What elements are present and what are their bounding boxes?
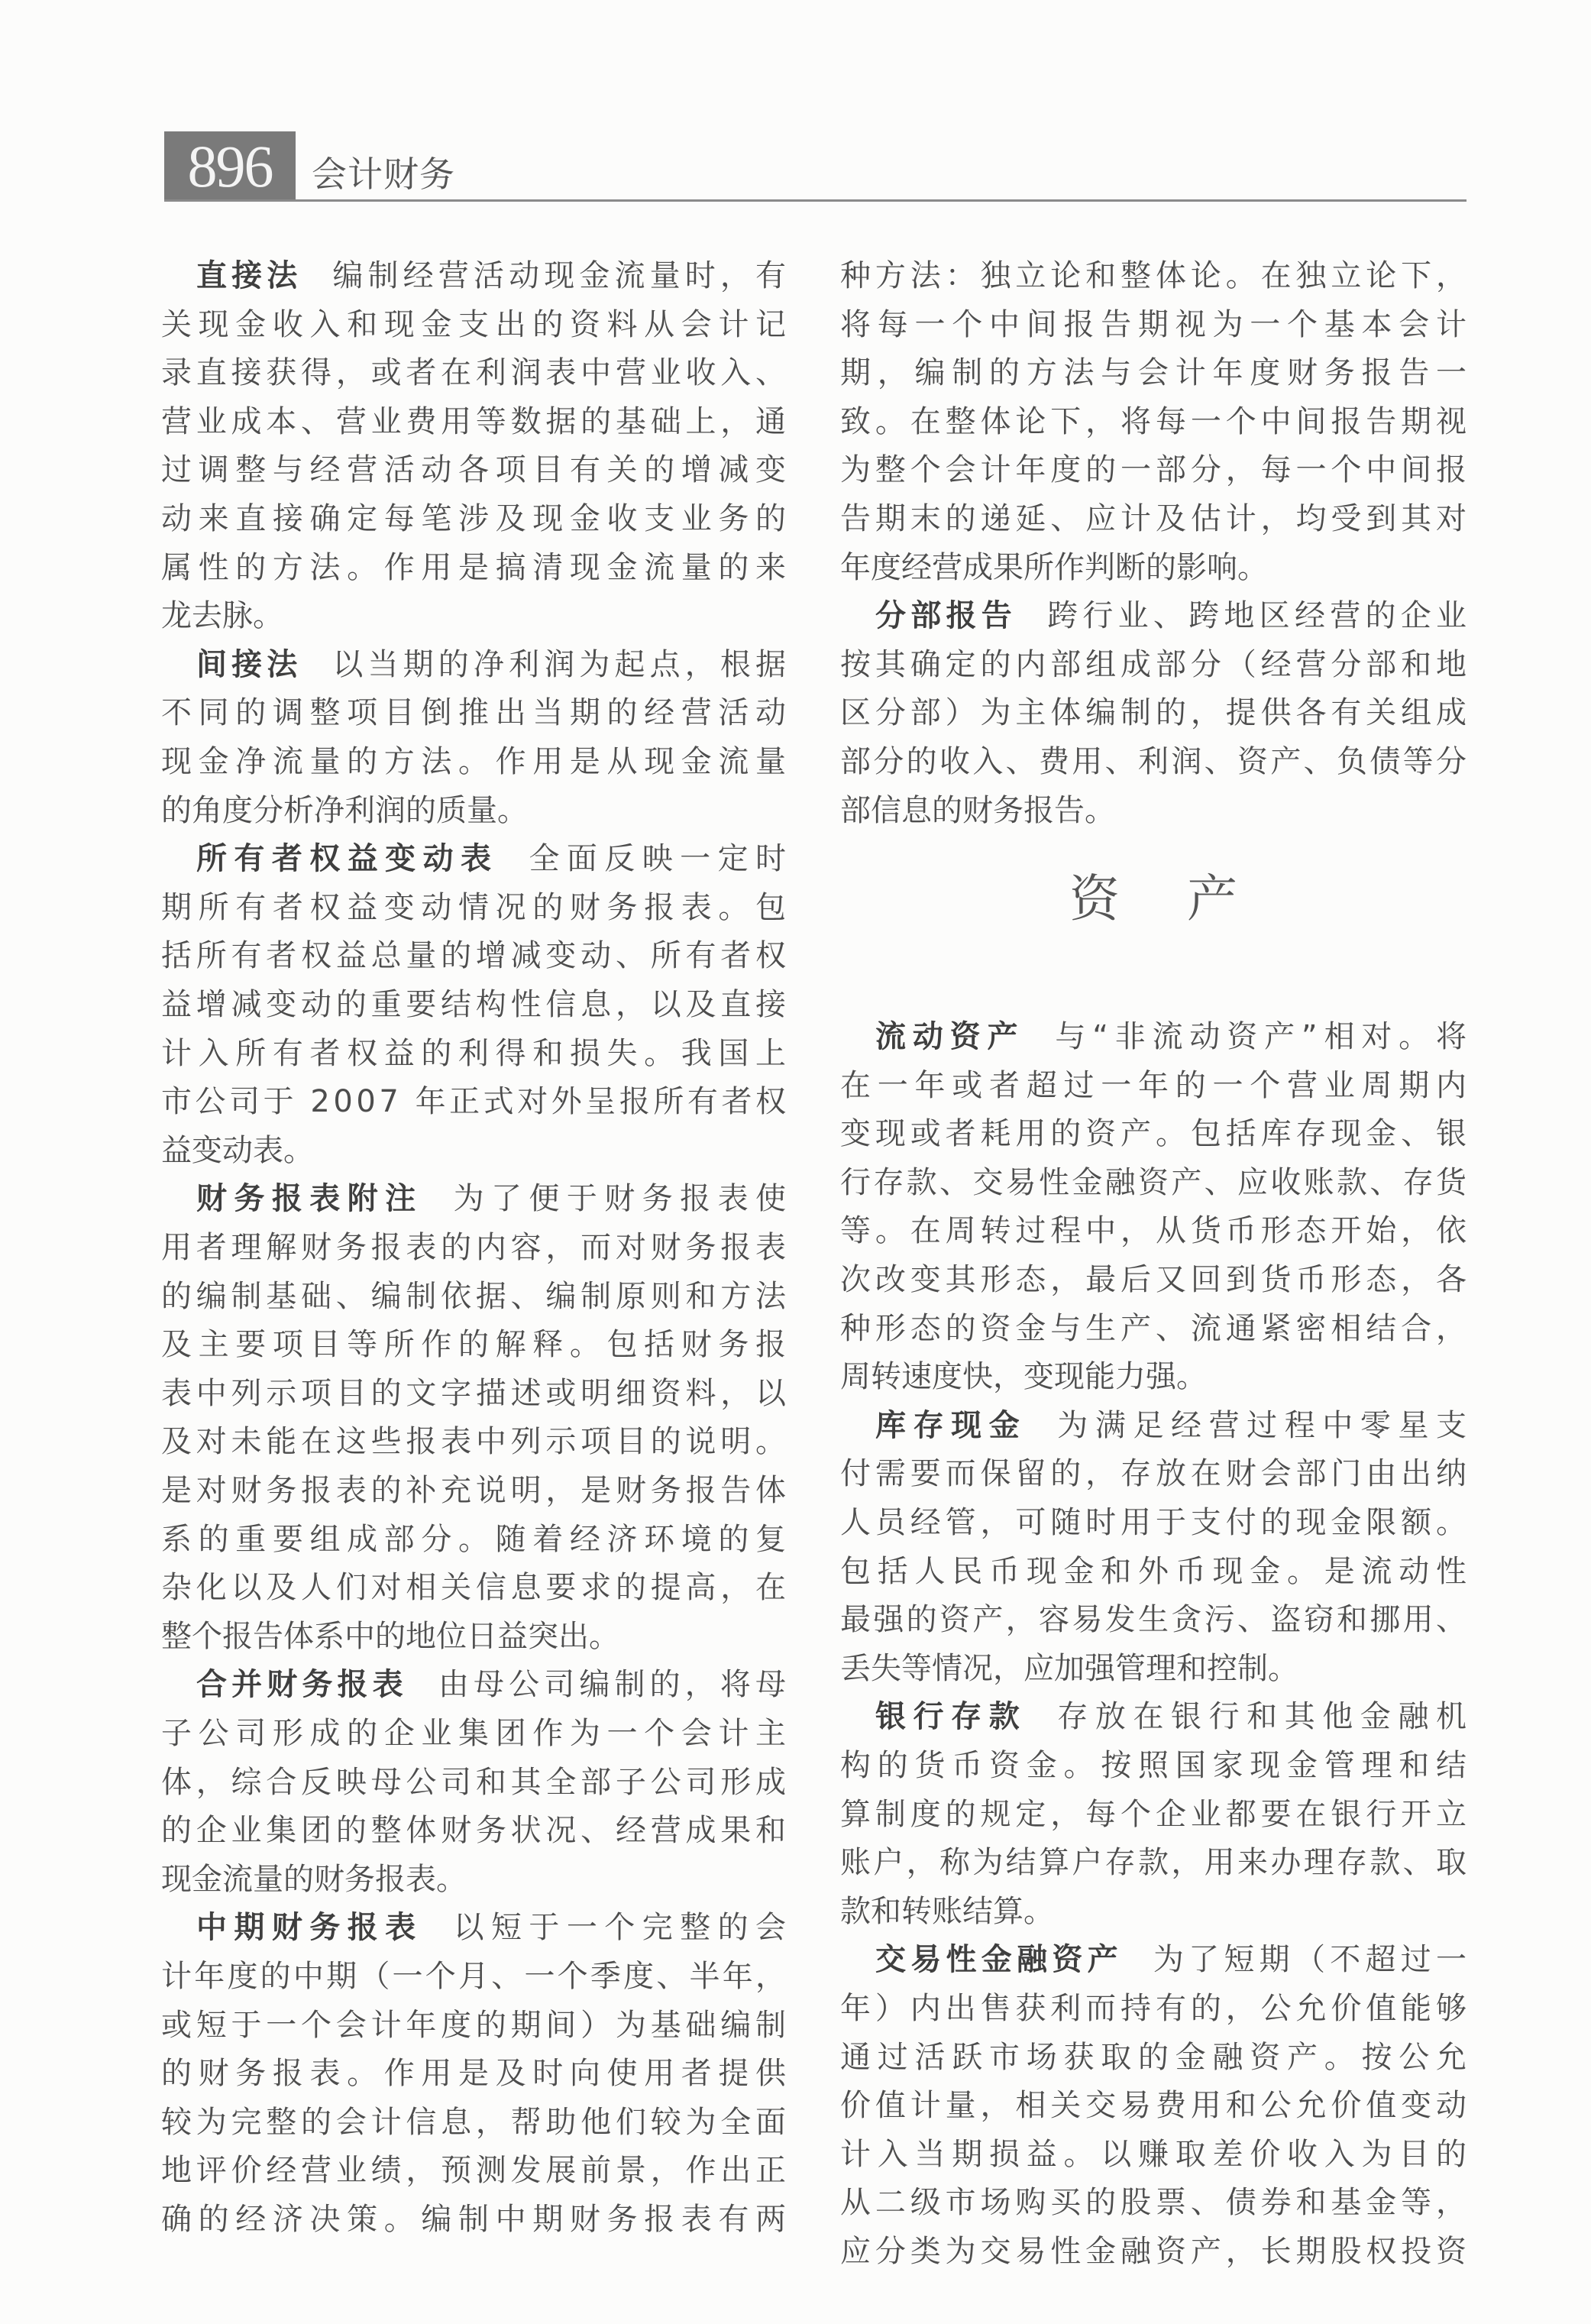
entry-term: 中期财务报表: [196, 1910, 423, 1946]
line-text: 存放在银行和其他金融机: [1057, 1699, 1474, 1735]
entry-first-line: [840, 1013, 1473, 1062]
line-text: 为了便于财务报表使: [453, 1181, 794, 1217]
line-text: 关现金收入和现金支出的资料从会计记: [161, 306, 793, 342]
header-rule: [164, 199, 1467, 202]
line-text: 跨行业、跨地区经营的企业: [1047, 598, 1472, 634]
line-text: 付需要而保留的，存放在财会部门由出纳: [840, 1456, 1471, 1492]
text-line: [161, 932, 791, 981]
line-text: 部分的收入、费用、利润、资产、负债等分: [840, 744, 1470, 779]
line-text: 计入当期损益。以赚取差价收入为目的: [840, 2136, 1473, 2172]
text-line: [840, 2228, 1471, 2277]
section-heading-char: 产: [1187, 869, 1237, 928]
text-line: [840, 1305, 1471, 1354]
line-text: 年）内出售获利而持有的，公允价值能够: [840, 1991, 1471, 2026]
line-text: 为了短期（不超过一: [1153, 1942, 1472, 1978]
text-line: [840, 544, 1467, 593]
line-text: 及对未能在这些报表中列示项目的说明。: [161, 1424, 791, 1460]
entry-term: 交易性金融资产: [875, 1942, 1123, 1978]
text-line: [840, 1985, 1471, 2034]
text-line: [840, 1499, 1471, 1548]
line-text: 杂化以及人们对相关信息要求的提高，在: [161, 1570, 791, 1606]
line-text: 的角度分析净利润的质量。: [161, 792, 528, 828]
text-line: [840, 398, 1471, 447]
line-text: 的企业集团的整体财务状况、经营成果和: [161, 1813, 791, 1849]
entry-first-line: [161, 1175, 794, 1224]
line-text: 通过活跃市场获取的金融资产。按公允: [840, 2039, 1473, 2075]
line-text: 价值计量，相关交易费用和公允价值变动: [840, 2088, 1471, 2124]
line-text: 现金流量的财务报表。: [161, 1861, 467, 1897]
line-text: 按其确定的内部组成部分（经营分部和地: [840, 646, 1471, 682]
line-text: 种方法：独立论和整体论。在独立论下，: [840, 258, 1471, 293]
text-line: [161, 1273, 791, 1322]
entry-first-line: [840, 592, 1472, 641]
line-text: 动来直接确定每笔涉及现金收支业务的: [161, 501, 793, 536]
line-text: 较为完整的会计信息，帮助他们较为全面: [161, 2104, 791, 2140]
text-line: [840, 1596, 1470, 1645]
section-heading-char: 资: [1069, 869, 1120, 928]
text-line: [840, 301, 1473, 350]
line-text: 由母公司编制的，将母: [438, 1667, 791, 1703]
entry-term: 合并财务报表: [196, 1667, 408, 1703]
line-text: 不同的调整项目倒推出当期的经营活动: [161, 695, 793, 731]
line-text: 计年度的中期（一个月、一个季度、半年，: [161, 1959, 789, 1994]
line-text: 最强的资产，容易发生贪污、盗窃和挪用、: [840, 1602, 1470, 1638]
line-text: 应分类为交易性金融资产，长期股权投资: [840, 2234, 1471, 2269]
text-line: [840, 1791, 1471, 1840]
line-text: 益增减变动的重要结构性信息，以及直接: [161, 987, 791, 1022]
line-text: 告期末的递延、应计及估计，均受到其对: [840, 501, 1471, 536]
entry-term: 间接法: [196, 646, 302, 682]
line-text: 期，编制的方法与会计年度财务报告一: [840, 355, 1473, 391]
text-line: [161, 301, 793, 350]
text-line: [161, 1321, 793, 1370]
text-line: [840, 738, 1470, 787]
text-line: [161, 1418, 791, 1467]
text-line: [161, 1807, 791, 1856]
text-line: [161, 446, 793, 495]
line-text: 期所有者权益变动情况的财务报表。包: [161, 889, 793, 925]
text-line: [161, 1953, 789, 2002]
line-text: 确的经济决策。编制中期财务报表有两: [161, 2202, 793, 2237]
line-text: 变现或者耗用的资产。包括库存现金、银: [840, 1116, 1471, 1152]
line-text: 以当期的净利润为起点，根据: [332, 646, 791, 682]
line-text: 人员经管，可随时用于支付的现金限额。: [840, 1505, 1471, 1540]
page-number-box: [164, 131, 296, 201]
line-text: 或短于一个会计年度的期间）为基础编制: [161, 2007, 791, 2043]
line-text: 过调整与经营活动各项目有关的增减变: [161, 452, 793, 488]
line-text: 子公司形成的企业集团作为一个会计主: [161, 1716, 793, 1751]
text-line: [161, 2099, 791, 2148]
text-line: [161, 738, 793, 787]
line-text: 年度经营成果所作判断的影响。: [840, 549, 1268, 585]
text-line: [161, 1564, 791, 1613]
line-text: 及主要项目等所作的解释。包括财务报: [161, 1327, 793, 1363]
text-line: [161, 1856, 786, 1905]
text-line: [161, 592, 786, 641]
text-line: [840, 1888, 1467, 1937]
line-text: 表中列示项目的文字描述或明细资料，以: [161, 1375, 791, 1411]
text-line: [161, 1127, 786, 1176]
line-text: 与“非流动资产”相对。将: [1055, 1019, 1473, 1054]
page-number: 896: [187, 133, 273, 199]
line-text: 录直接获得，或者在利润表中营业收入、: [161, 355, 791, 391]
entry-term: 财务报表附注: [196, 1181, 423, 1217]
line-text: 种形态的资金与生产、流通紧密相结合，: [840, 1310, 1471, 1346]
line-text: 构的货币资金。按照国家现金管理和结: [840, 1748, 1473, 1783]
entry-first-line: [161, 641, 791, 690]
entry-first-line: [840, 1693, 1474, 1742]
text-line: [840, 1353, 1467, 1402]
line-text: 算制度的规定，每个企业都要在银行开立: [840, 1796, 1471, 1832]
text-line: [161, 2147, 791, 2196]
line-text: 计入所有者权益的利得和损失。我国上: [161, 1035, 793, 1071]
entry-first-line: [840, 1936, 1472, 1985]
text-line: [161, 544, 793, 593]
text-line: [161, 1516, 793, 1565]
entry-first-line: [840, 1402, 1474, 1451]
text-line: [840, 349, 1473, 398]
text-line: [840, 1742, 1473, 1791]
text-line: [161, 495, 793, 544]
entry-term: 分部报告: [875, 598, 1017, 634]
text-line: [840, 1062, 1473, 1111]
text-line: [840, 641, 1471, 690]
line-text: 属性的方法。作用是搞清现金流量的来: [161, 549, 793, 585]
line-text: 市公司于 2007 年正式对外呈报所有者权: [161, 1084, 790, 1120]
text-line: [161, 2050, 793, 2099]
text-line: [840, 2179, 1471, 2228]
text-line: [840, 2131, 1473, 2180]
text-line: [161, 1370, 791, 1419]
text-line: [840, 1207, 1471, 1256]
text-line: [840, 2082, 1471, 2131]
entry-term: 银行存款: [875, 1699, 1027, 1735]
text-line: [840, 1548, 1473, 1597]
text-line: [161, 2196, 793, 2245]
line-text: 部信息的财务报告。: [840, 792, 1115, 828]
line-text: 系的重要组成部分。随着经济环境的复: [161, 1521, 793, 1557]
line-text: 现金净流量的方法。作用是从现金流量: [161, 744, 793, 779]
line-text: 周转速度快，变现能力强。: [840, 1359, 1207, 1395]
text-line: [840, 787, 1467, 836]
line-text: 账户，称为结算户存款，用来办理存款、取: [840, 1845, 1470, 1881]
line-text: 全面反映一定时: [529, 841, 794, 877]
entry-term: 所有者权益变动表: [196, 841, 499, 877]
text-line: [161, 1613, 786, 1662]
text-line: [161, 884, 793, 933]
line-text: 编制经营活动现金流量时，有: [332, 258, 791, 293]
text-line: [161, 1759, 791, 1808]
line-text: 整个报告体系中的地位日益突出。: [161, 1618, 619, 1654]
line-text: 在一年或者超过一年的一个营业周期内: [840, 1067, 1473, 1103]
line-text: 将每一个中间报告期视为一个基本会计: [840, 306, 1473, 342]
text-line: [161, 1710, 793, 1759]
text-line: [161, 1467, 791, 1516]
line-text: 为满足经营过程中零星支: [1057, 1407, 1474, 1443]
text-line: [840, 689, 1471, 738]
line-text: 括所有者权益总量的增减变动、所有者权: [161, 938, 791, 974]
line-text: 体，综合反映母公司和其全部子公司形成: [161, 1764, 791, 1800]
line-text: 的编制基础、编制依据、编制原则和方法: [161, 1278, 791, 1314]
running-title: 会计财务: [312, 154, 455, 195]
text-line: [840, 252, 1471, 301]
text-line: [161, 981, 791, 1030]
line-text: 行存款、交易性金融资产、应收账款、存货: [840, 1164, 1470, 1200]
text-line: [161, 2002, 791, 2050]
line-text: 从二级市场购买的股票、债券和基金等，: [840, 2185, 1471, 2221]
text-line: [161, 787, 786, 836]
text-line: [840, 2034, 1473, 2083]
line-text: 丢失等情况，应加强管理和控制。: [840, 1650, 1298, 1686]
line-text: 以短于一个完整的会: [453, 1910, 794, 1946]
line-text: 营业成本、营业费用等数据的基础上，通: [161, 403, 791, 439]
line-text: 区分部）为主体编制的，提供各有关组成: [840, 695, 1471, 731]
line-text: 致。在整体论下，将每一个中间报告期视: [840, 403, 1471, 439]
text-line: [840, 1256, 1471, 1305]
line-text: 包括人民币现金和外币现金。是流动性: [840, 1553, 1473, 1589]
text-line: [840, 495, 1471, 544]
line-text: 次改变其形态，最后又回到货币形态，各: [840, 1262, 1471, 1297]
line-text: 为整个会计年度的一部分，每一个中间报: [840, 452, 1471, 488]
text-line: [840, 1450, 1471, 1499]
entry-first-line: [161, 1904, 794, 1953]
line-text: 款和转账结算。: [840, 1893, 1054, 1929]
line-text: 龙去脉。: [161, 598, 283, 634]
text-line: [161, 349, 791, 398]
line-text: 用者理解财务报表的内容，而对财务报表: [161, 1230, 791, 1265]
line-text: 是对财务报表的补充说明，是财务报告体: [161, 1473, 791, 1508]
section-heading-assets: [1069, 865, 1237, 934]
text-line: [840, 1645, 1467, 1694]
line-text: 的财务报表。作用是及时向使用者提供: [161, 2056, 793, 2092]
entry-term: 库存现金: [875, 1407, 1027, 1443]
entry-first-line: [161, 835, 794, 884]
text-line: [161, 1030, 793, 1079]
text-line: [840, 446, 1471, 495]
text-line: [840, 1159, 1470, 1208]
text-line: [161, 1224, 791, 1273]
line-text: 益变动表。: [161, 1132, 314, 1168]
entry-term: 直接法: [196, 258, 302, 293]
line-text: 等。在周转过程中，从货币形态开始，依: [840, 1213, 1471, 1249]
text-line: [840, 1839, 1470, 1888]
line-text: 地评价经营业绩，预测发展前景，作出正: [161, 2153, 791, 2189]
entry-term: 流动资产: [875, 1019, 1025, 1054]
entry-first-line: [161, 252, 791, 301]
entry-first-line: [161, 1661, 791, 1710]
text-line: [161, 398, 791, 447]
text-line: [840, 1110, 1471, 1159]
text-line: [161, 1078, 790, 1127]
text-line: [161, 689, 793, 738]
